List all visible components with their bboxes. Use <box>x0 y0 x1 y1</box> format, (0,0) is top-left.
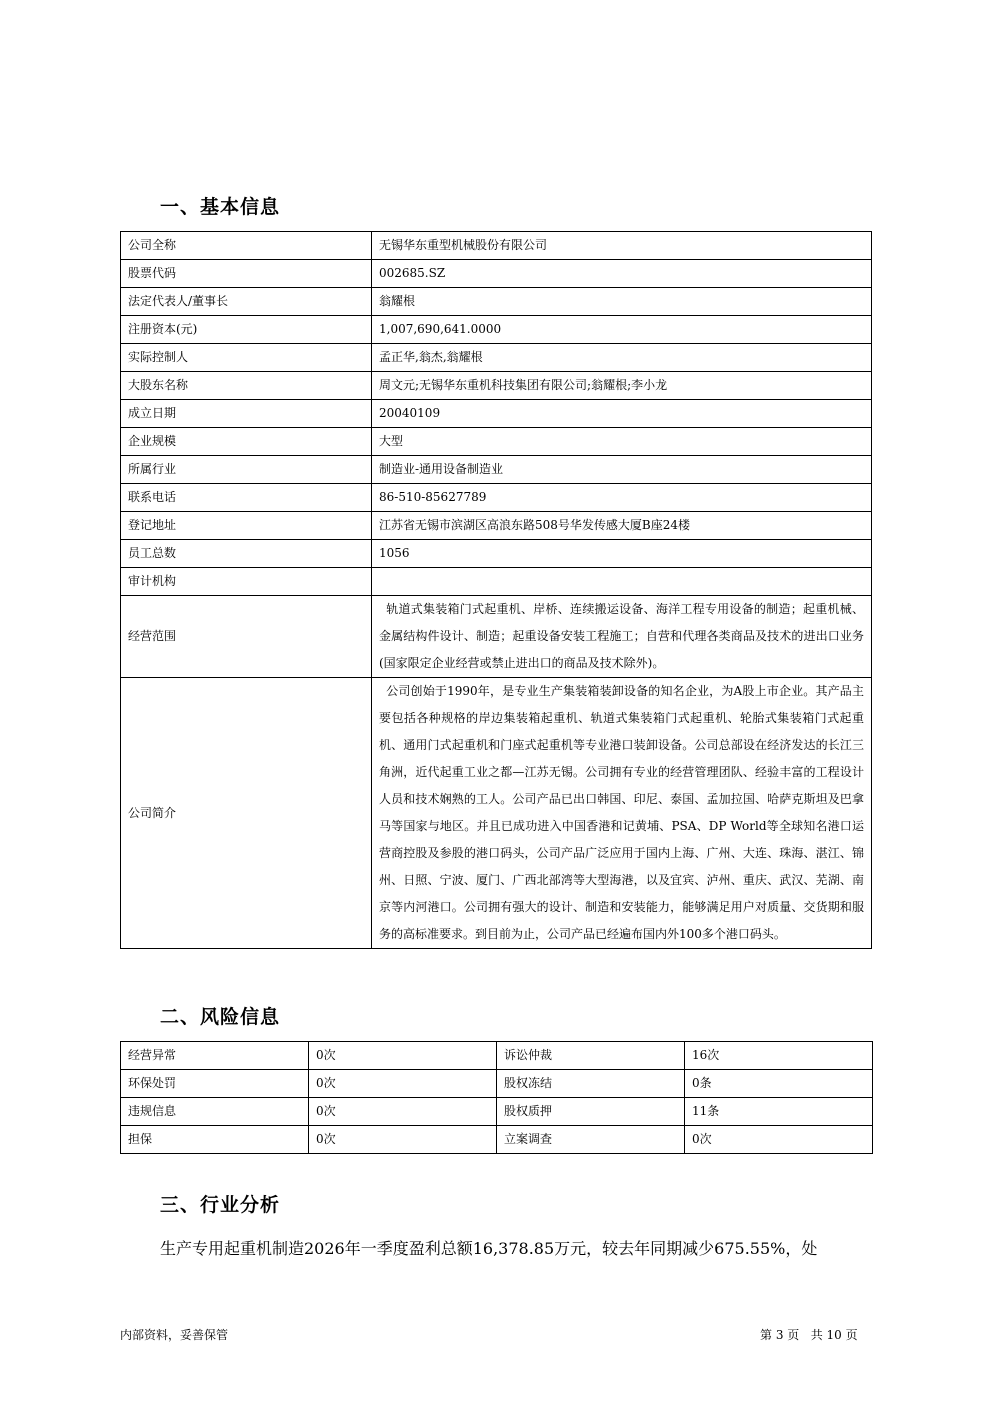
table-row <box>121 1098 873 1126</box>
table-row <box>121 232 872 260</box>
field-label: 联系电话 <box>121 484 372 512</box>
risk-label: 股权质押 <box>497 1098 685 1126</box>
risk-value: 0次 <box>309 1042 497 1070</box>
table-row <box>121 260 872 288</box>
industry-paragraph: 生产专用起重机制造2026年一季度盈利总额16,378.85万元，较去年同期减少675.55%，处 <box>160 1239 818 1258</box>
risk-label: 经营异常 <box>121 1042 309 1070</box>
field-label: 注册资本(元) <box>121 316 372 344</box>
field-label: 实际控制人 <box>121 344 372 372</box>
table-row <box>121 316 872 344</box>
table-row <box>121 568 872 596</box>
field-label: 公司简介 <box>121 678 372 949</box>
field-value: 大型 <box>372 428 872 456</box>
field-label: 登记地址 <box>121 512 372 540</box>
field-label: 所属行业 <box>121 456 372 484</box>
field-label: 股票代码 <box>121 260 372 288</box>
field-value: 江苏省无锡市滨湖区高浪东路508号华发传感大厦B座24楼 <box>372 512 872 540</box>
table-row <box>121 372 872 400</box>
risk-value: 0次 <box>309 1126 497 1154</box>
field-value: 002685.SZ <box>372 260 872 288</box>
field-value: 20040109 <box>372 400 872 428</box>
field-value: 1056 <box>372 540 872 568</box>
section-title-industry: 三、行业分析 <box>160 1194 281 1216</box>
risk-label: 股权冻结 <box>497 1070 685 1098</box>
page-number: 第 3 页 共 10 页 <box>760 1328 858 1342</box>
field-value: 公司创始于1990年，是专业生产集装箱装卸设备的知名企业，为A股上市企业。其产品主要包括各种规格的岸边集装箱起重机、轨道式集装箱门式起重机、轮胎式集装箱门式起重机、通用门式起重机和门座式起重机等专业港口装卸设备。公司总部设在经济发达的长江三角洲，近代起重工业之都—江苏无锡。公司拥有专业的经营管理团队、经验丰富的工程设计人员和技术娴熟的工人。公司产品已出口韩国、印尼、泰国、孟加拉国、哈萨克斯坦及巴拿马等国家与地区。并且已成功进入中国香港和记黄埔、PSA、DP World等全球知名港口运营商控股及参股的港口码头，公司产品广泛应用于国内上海、广州、大连、珠海、湛江、锦州、日照、宁波、厦门、广西北部湾等大型海港，以及宜宾、泸州、重庆、武汉、芜湖、南京等内河港口。公司拥有强大的设计、制造和安装能力，能够满足用户对质量、交货期和服务的高标准要求。到目前为止，公司产品已经遍布国内外100多个港口码头。 <box>372 678 872 949</box>
risk-label: 环保处罚 <box>121 1070 309 1098</box>
table-row <box>121 1042 873 1070</box>
risk-label: 诉讼仲裁 <box>497 1042 685 1070</box>
field-label: 员工总数 <box>121 540 372 568</box>
section-title-basic: 一、基本信息 <box>160 196 281 218</box>
field-value: 86-510-85627789 <box>372 484 872 512</box>
footer-left: 内部资料，妥善保管 <box>120 1328 229 1342</box>
table-row <box>121 400 872 428</box>
field-value: 轨道式集装箱门式起重机、岸桥、连续搬运设备、海洋工程专用设备的制造；起重机械、金属结构件设计、制造；起重设备安装工程施工；自营和代理各类商品及技术的进出口业务(国家限定企业经营或禁止进出口的商品及技术除外)。 <box>372 596 872 678</box>
risk-label: 违规信息 <box>121 1098 309 1126</box>
table-row <box>121 540 872 568</box>
risk-label: 立案调查 <box>497 1126 685 1154</box>
table-row <box>121 512 872 540</box>
basic-info-table <box>120 231 872 949</box>
risk-value: 11条 <box>685 1098 873 1126</box>
risk-value: 0次 <box>685 1126 873 1154</box>
field-label: 企业规模 <box>121 428 372 456</box>
field-label: 公司全称 <box>121 232 372 260</box>
table-row <box>121 344 872 372</box>
field-label: 法定代表人/董事长 <box>121 288 372 316</box>
risk-value: 0次 <box>309 1098 497 1126</box>
risk-value: 0次 <box>309 1070 497 1098</box>
field-value: 1,007,690,641.0000 <box>372 316 872 344</box>
risk-info-table <box>120 1041 873 1154</box>
risk-value: 0条 <box>685 1070 873 1098</box>
risk-label: 担保 <box>121 1126 309 1154</box>
field-label: 大股东名称 <box>121 372 372 400</box>
field-label: 审计机构 <box>121 568 372 596</box>
table-row <box>121 456 872 484</box>
section-title-risk: 二、风险信息 <box>160 1006 281 1028</box>
table-row <box>121 428 872 456</box>
field-value: 周文元;无锡华东重机科技集团有限公司;翁耀根;李小龙 <box>372 372 872 400</box>
field-label: 成立日期 <box>121 400 372 428</box>
field-value: 孟正华,翁杰,翁耀根 <box>372 344 872 372</box>
table-row <box>121 288 872 316</box>
table-row <box>121 1070 873 1098</box>
table-row <box>121 596 872 678</box>
field-value: 制造业-通用设备制造业 <box>372 456 872 484</box>
risk-value: 16次 <box>685 1042 873 1070</box>
field-value <box>372 568 872 596</box>
table-row <box>121 1126 873 1154</box>
table-row <box>121 484 872 512</box>
field-value: 无锡华东重型机械股份有限公司 <box>372 232 872 260</box>
field-value: 翁耀根 <box>372 288 872 316</box>
table-row <box>121 678 872 949</box>
field-label: 经营范围 <box>121 596 372 678</box>
